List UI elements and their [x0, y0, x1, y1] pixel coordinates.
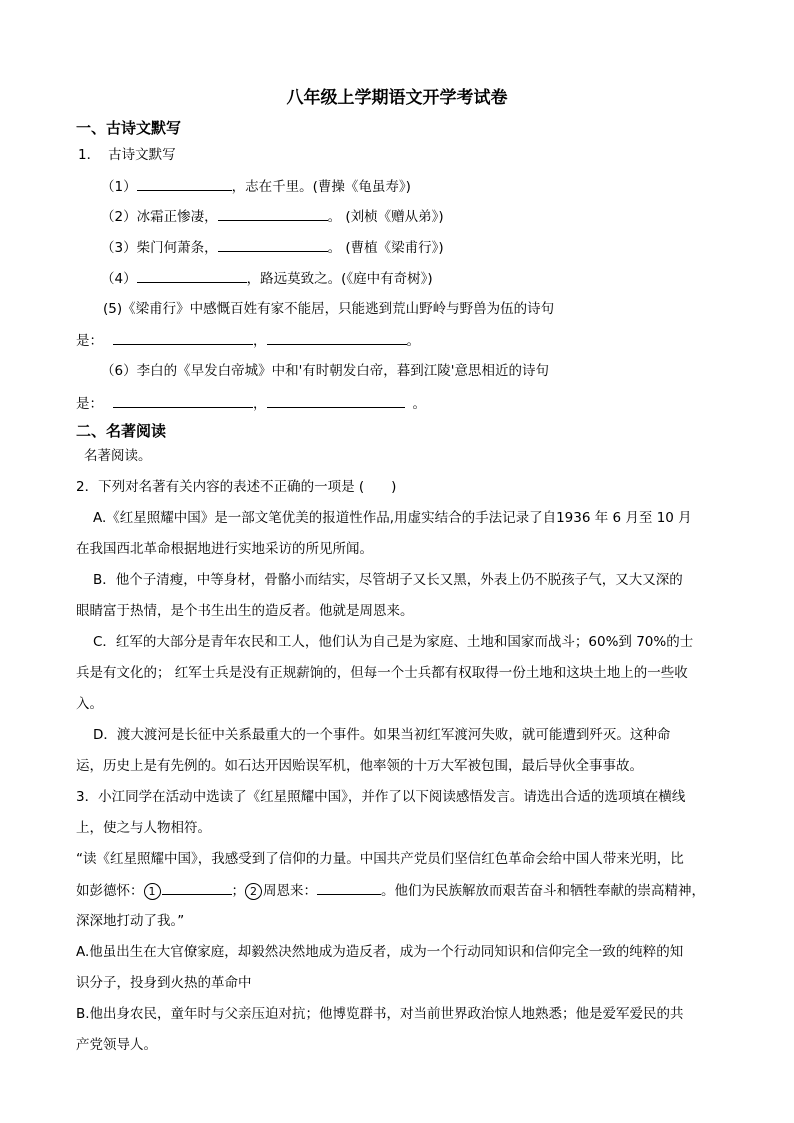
- question-text: 古诗文默写: [108, 147, 176, 163]
- question-2-stem: 2．下列对名著有关内容的表述不正确的一项是 ( ): [76, 479, 397, 495]
- question-1-item-5-answer: 是： ， 。: [76, 330, 420, 351]
- question-2-option-c-cont: 兵是有文化的； 红军士兵是没有正规薪饷的，但每一个士兵都有权取得一份土地和这块土地上的一些收: [76, 665, 688, 681]
- answer-blank[interactable]: [113, 393, 253, 408]
- question-3-option-b-cont: 产党领导人。: [76, 1037, 157, 1053]
- question-3-quote: “读《红星照耀中国》，我感受到了信仰的力量。中国共产党员们坚信红色革命会给中国人带来光明，比: [76, 851, 684, 867]
- question-number: 1．: [78, 147, 101, 163]
- question-2-option-b[interactable]: B．他个子清瘦，中等身材，骨骼小而结实，尽管胡子又长又黑，外表上仍不脱孩子气，又大又深的: [93, 572, 683, 588]
- question-3-stem-cont: 上，使之与人物相符。: [76, 820, 211, 836]
- question-3-quote-end: 深深地打动了我。”: [76, 913, 185, 929]
- answer-blank[interactable]: [267, 393, 405, 408]
- question-3-quote-blanks: 如彭德怀： 1 ； 2 周恩来： 。他们为民族解放而艰苦奋斗和牺牲奉献的崇高精神，: [76, 880, 705, 901]
- question-1-item-6: （6）李白的《早发白帝城》中和'有时朝发白帝，暮到江陵'意思相近的诗句: [101, 363, 550, 379]
- question-2-option-d[interactable]: D．渡大渡河是长征中关系最重大的一个事件。如果当初红军渡河失败，就可能遭到歼灭。这种命: [93, 727, 671, 743]
- question-1-item-3: （3）柴门何萧条， 。 (曹植《梁甫行》): [101, 237, 444, 258]
- question-3-option-a-cont: 识分子，投身到火热的革命中: [76, 975, 252, 991]
- question-1-stem: [78, 145, 176, 165]
- answer-blank[interactable]: [267, 330, 407, 345]
- question-2-option-c-cont2: 入。: [76, 696, 103, 712]
- question-3-option-b[interactable]: B.他出身农民，童年时与父亲压迫对抗；他博览群书，对当前世界政治惊人地熟悉；他是爱军爱民的共: [76, 1006, 684, 1022]
- question-2-option-a[interactable]: A.《红星照耀中国》是一部文笔优美的报道性作品,用虚实结合的手法记录了自1936 年 6 月至 10 月: [93, 510, 692, 526]
- answer-blank-2[interactable]: [317, 880, 381, 895]
- answer-blank[interactable]: [218, 237, 328, 252]
- question-1-item-5: (5)《梁甫行》中感慨百姓有家不能居，只能逃到荒山野岭与野兽为伍的诗句: [103, 301, 555, 317]
- answer-blank[interactable]: [137, 176, 232, 191]
- question-3-stem: 3．小江同学在活动中选读了《红星照耀中国》，并作了以下阅读感悟发言。请选出合适的选项填在横线: [76, 789, 686, 805]
- section-intro: 名著阅读。: [84, 448, 152, 464]
- question-3-option-a[interactable]: A.他虽出生在大官僚家庭，却毅然决然地成为造反者，成为一个行动同知识和信仰完全一致的纯粹的知: [76, 944, 684, 960]
- question-2-option-b-cont: 眼睛富于热情，是个书生出生的造反者。他就是周恩来。: [76, 603, 414, 619]
- answer-blank-1[interactable]: [162, 880, 232, 895]
- section-heading-1: 一、古诗文默写: [76, 119, 182, 137]
- section-heading-2: 二、名著阅读: [76, 422, 167, 440]
- circled-number-1: 1: [144, 883, 161, 900]
- question-2-option-c[interactable]: C．红军的大部分是青年农民和工人，他们认为自己是为家庭、土地和国家而战斗；60%到 70%的士: [93, 634, 694, 650]
- question-1-item-6-answer: 是： ， 。: [76, 393, 426, 414]
- question-2-option-d-cont: 运，历史上是有先例的。如石达开因贻误军机，他率领的十万大军被包围，最后导伙全事事故。: [76, 758, 643, 774]
- question-1-item-1: （1） ，志在千里。(曹操《龟虽寿》): [101, 176, 411, 197]
- answer-blank[interactable]: [218, 206, 328, 221]
- answer-blank[interactable]: [113, 330, 253, 345]
- question-1-item-4: （4） ，路远莫致之。(《庭中有奇树》): [101, 268, 433, 289]
- question-2-option-a-cont: 在我国西北革命根据地进行实地采访的所见所闻。: [76, 541, 373, 557]
- circled-number-2: 2: [245, 883, 262, 900]
- question-1-item-2: （2）冰霜正惨凄， 。 (刘桢《赠从弟》): [101, 206, 444, 227]
- answer-blank[interactable]: [137, 268, 247, 283]
- page-title: 八年级上学期语文开学考试卷: [286, 88, 508, 108]
